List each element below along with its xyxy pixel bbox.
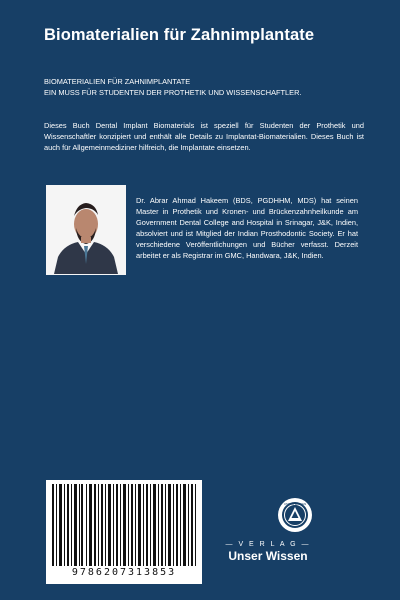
book-title: Biomaterialien für Zahnimplantate (44, 26, 315, 44)
publisher-seal-icon (277, 497, 313, 533)
subtitle-line-2: EIN MUSS FÜR STUDENTEN DER PROTHETIK UND WISSENSCHAFTLER. (44, 88, 302, 97)
seal-text: UNSER WISSEN (283, 502, 307, 506)
barcode-panel (46, 480, 202, 584)
author-photo (46, 185, 126, 275)
isbn-number: 9786207313853 (71, 567, 177, 578)
subtitle-block (44, 76, 374, 98)
subtitle-line-1: BIOMATERIALIEN FÜR ZAHNIMPLANTATE (44, 77, 191, 86)
verlag-label: — V E R L A G — (225, 541, 311, 548)
author-biography: Dr. Abrar Ahmad Hakeem (BDS, PGDHHM, MDS) hat seinen Master in Prothetik und Kronen- und Brückenzahnheilkunde am Government Dental College and Hospital in Srinagar, J&K, Indien, absolviert und ist Mitglied der Indian Prosthodontic Society. Er hat verschiedene Veröffentlichungen und Bücher verfasst. Derzeit arbeitet er als Registrar im GMC, Handwara, J&K, Indien. (136, 196, 358, 261)
publisher-name: Unser Wissen (228, 549, 308, 563)
author-portrait-icon (47, 186, 125, 274)
publisher-brand (223, 497, 313, 567)
book-description: Dieses Buch Dental Implant Biomaterials ist speziell für Studenten der Prothetik und Wissenschaftler konzipiert und enthält alle Details zu Implantat-Biomaterialien. Dieses Buch ist auch für Allgemeinmediziner hilfreich, die Implantate einsetzen. (44, 121, 364, 153)
barcode-icon (50, 484, 198, 566)
